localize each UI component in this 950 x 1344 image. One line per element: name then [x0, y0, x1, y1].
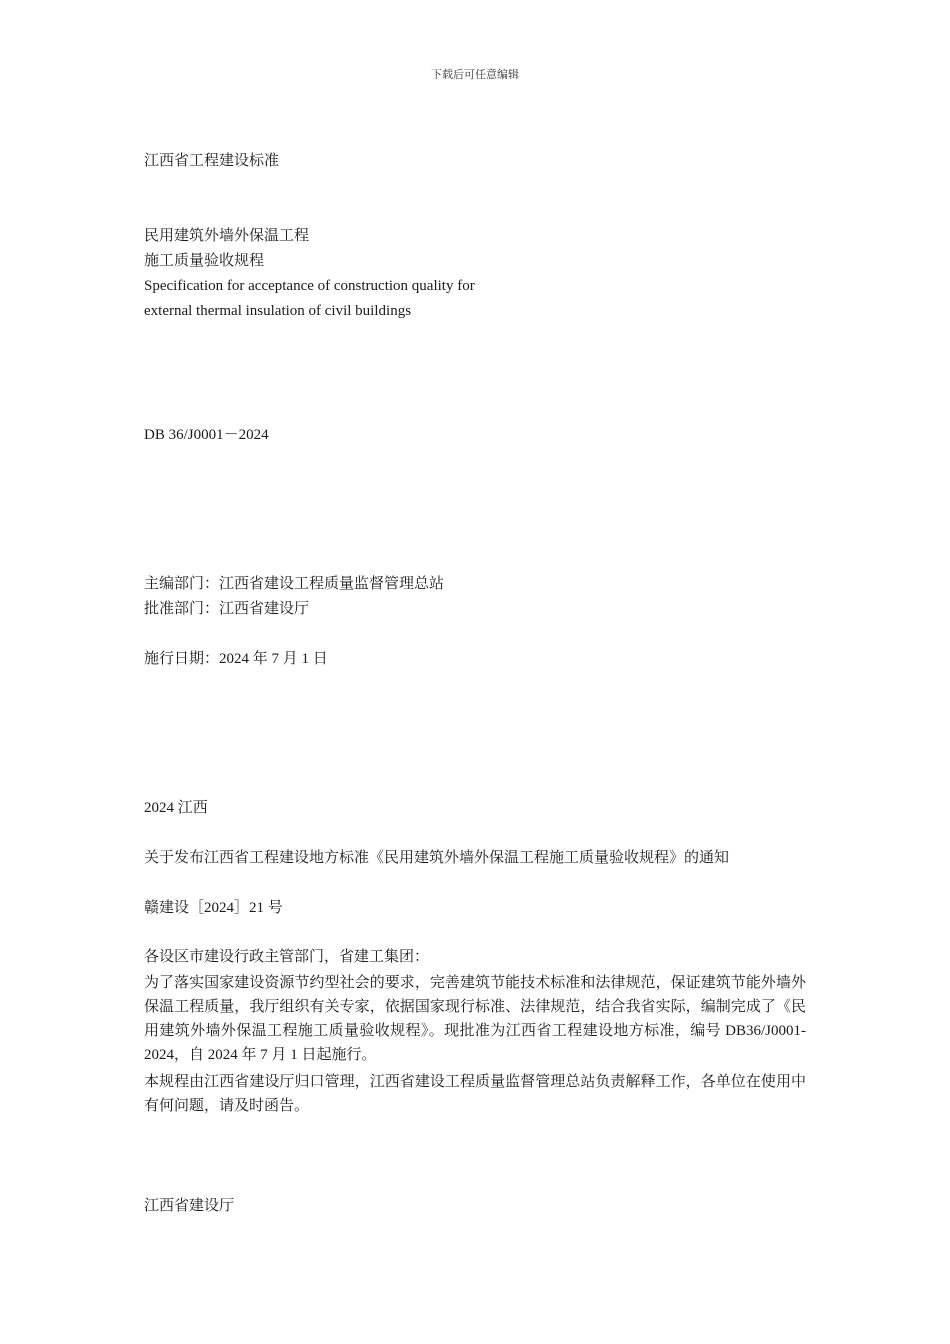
title-en-line1: Specification for acceptance of construction quality for: [144, 278, 475, 294]
addressee: 各设区市建设行政主管部门，省建工集团：: [144, 949, 430, 965]
title-cn-line2: 施工质量验收规程: [144, 253, 265, 269]
standard-code: DB 36/J0001－2024: [144, 427, 269, 443]
year-place: 2024 江西: [144, 800, 208, 816]
approver: 批准部门：江西省建设厅: [144, 601, 310, 617]
notice-paragraph-1: 为了落实国家建设资源节约型社会的要求，完善建筑节能技术标准和法律规范，保证建筑节能外墙外保温工程质量，我厅组织有关专家，依据国家现行标准、法律规范，结合我省实际，编制完成了《民用建筑外墙外保温工程施工质量验收规程》。现批准为江西省工程建设地方标准，编号 DB36/J0001-2024，自 2024 年 7 月 1 日起施行。: [144, 975, 806, 1063]
issuer: 江西省建设厅: [144, 1198, 235, 1214]
notice-title: 关于发布江西省工程建设地方标准《民用建筑外墙外保温工程施工质量验收规程》的通知: [144, 850, 730, 866]
effective-date: 施行日期：2024 年 7 月 1 日: [144, 651, 328, 667]
document-number: 赣建设［2024］21 号: [144, 900, 283, 916]
standard-category: 江西省工程建设标准: [144, 153, 280, 169]
title-en-line2: external thermal insulation of civil buildings: [144, 303, 412, 319]
notice-paragraph-2: 本规程由江西省建设厅归口管理，江西省建设工程质量监督管理总站负责解释工作，各单位在使用中有何问题，请及时函告。: [144, 1074, 806, 1114]
title-cn-line1: 民用建筑外墙外保温工程: [144, 228, 310, 244]
header-note: 下载后可任意编辑: [431, 69, 519, 81]
chief-editor: 主编部门：江西省建设工程质量监督管理总站: [144, 576, 445, 592]
